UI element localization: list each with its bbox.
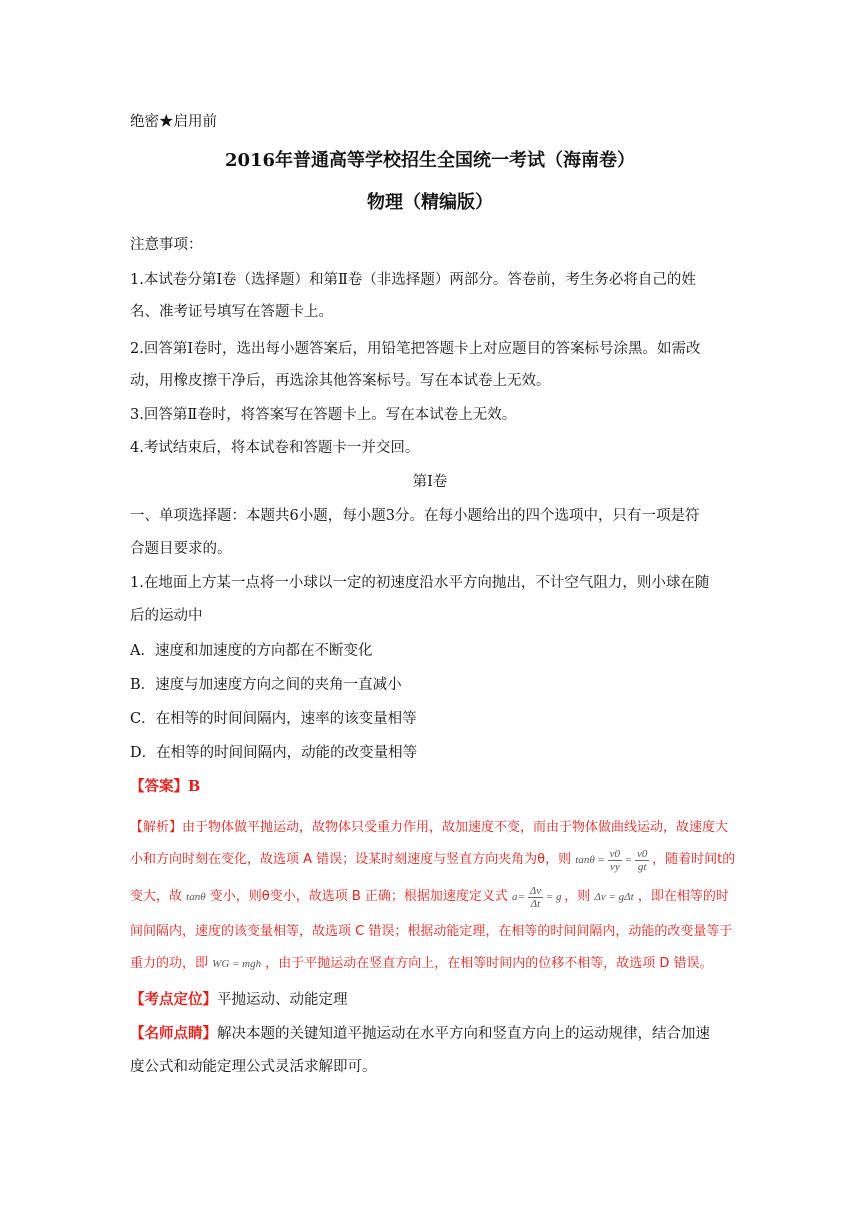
analysis-line-3: [130, 885, 730, 910]
notice-item-2: 2.回答第Ⅰ卷时，选出每小题答案后，用铅笔把答题卡上对应题目的答案标号涂黑。如需改: [130, 341, 701, 357]
analysis-text: ，即在相等的时: [637, 889, 729, 905]
section-instructions: 一、单项选择题：本题共6小题，每小题3分。在每小题给出的四个选项中，只有一项是符: [130, 508, 700, 524]
notice-item-1: 1.本试卷分第Ⅰ卷（选择题）和第Ⅱ卷（非选择题）两部分。答卷前，考生务必将自己的姓: [130, 272, 696, 288]
analysis-text: 变大，故: [130, 889, 183, 905]
analysis-text: ，则: [564, 889, 591, 905]
option-b: B．速度与加速度方向之间的夹角一直减小: [130, 677, 402, 693]
fraction-numerator: Δv: [529, 885, 542, 897]
formula-tan-label: tanθ =: [575, 854, 605, 867]
notice-heading: 注意事项：: [130, 237, 203, 253]
fraction: [635, 848, 649, 873]
analysis-line-4: 间间隔内，速度的该变量相等，故选项 C 错误；根据动能定理，在相等的时间间隔内，动能的改变量等于: [130, 924, 733, 939]
notice-item-1-cont: 名、准考证号填写在答题卡上。: [130, 304, 333, 320]
formula-tan-inline: tanθ: [186, 891, 206, 904]
fraction-numerator: v0: [636, 848, 648, 860]
formula-a-label: a=: [512, 891, 525, 904]
teacher-tip: [130, 1024, 730, 1044]
analysis-line-2: [130, 848, 736, 873]
formula-equals: =: [624, 854, 633, 867]
exam-subtitle: 物理（精编版）: [367, 192, 493, 213]
teacher-tip-cont: 度公式和动能定理公式灵活求解即可。: [130, 1059, 377, 1075]
fraction-denominator: Δt: [530, 898, 541, 910]
keypoint: [130, 990, 730, 1010]
fraction: [608, 848, 622, 873]
formula-equals-g: = g: [545, 891, 562, 904]
notice-item-4: 4.考试结束后，将本试卷和答题卡一并交回。: [130, 440, 420, 456]
volume-heading: 第Ⅰ卷: [412, 474, 448, 490]
tip-text: 解决本题的关键知道平抛运动在水平方向和竖直方向上的运动规律，结合加速: [217, 1026, 710, 1042]
exam-title: 2016年普通高等学校招生全国统一考试（海南卷）: [224, 150, 636, 171]
answer-label: 【答案】B: [130, 778, 201, 795]
tip-label: 【名师点睛】: [130, 1025, 217, 1042]
analysis-text: 变小，则θ变小，故选项 B 正确；根据加速度定义式: [209, 889, 508, 905]
analysis-text: ，由于平抛运动在竖直方向上，在相等时间内的位移不相等，故选项 D 错误。: [265, 956, 713, 971]
analysis-text: 小和方向时刻在变化，故选项 A 错误；设某时刻速度与竖直方向夹角为θ，则: [130, 852, 572, 868]
fraction-denominator: gt: [637, 861, 647, 873]
fraction-numerator: v0: [609, 848, 621, 860]
keypoint-label: 【考点定位】: [130, 991, 217, 1008]
fraction-denominator: vy: [609, 861, 620, 873]
keypoint-text: 平抛运动、动能定理: [217, 992, 348, 1008]
fraction: [528, 885, 543, 910]
analysis-text: 重力的功，即: [130, 956, 209, 971]
analysis-text: ，随着时间t的: [652, 852, 736, 868]
formula-tan: [575, 848, 652, 873]
question-stem-cont: 后的运动中: [130, 608, 203, 624]
notice-item-2-cont: 动，用橡皮擦干净后，再选涂其他答案标号。写在本试卷上无效。: [130, 373, 551, 389]
formula-delta-v: Δv = gΔt: [594, 891, 634, 904]
option-d: D．在相等的时间间隔内，动能的改变量相等: [130, 745, 418, 761]
analysis-line-5: [130, 954, 730, 974]
section-instructions-cont: 合题目要求的。: [130, 541, 232, 557]
option-c: C．在相等的时间间隔内，速率的该变量相等: [130, 711, 417, 727]
analysis-line-1: 【解析】由于物体做平抛运动，故物体只受重力作用，故加速度不变，而由于物体做曲线运动，故速度大: [130, 820, 729, 835]
option-a: A．速度和加速度的方向都在不断变化: [130, 643, 373, 659]
question-stem: 1.在地面上方某一点将一小球以一定的初速度沿水平方向抛出，不计空气阻力，则小球在随: [130, 575, 710, 591]
confidential-mark: 绝密★启用前: [130, 114, 217, 130]
formula-work: WG = mgh: [212, 958, 262, 970]
notice-item-3: 3.回答第Ⅱ卷时，将答案写在答题卡上。写在本试卷上无效。: [130, 407, 517, 423]
